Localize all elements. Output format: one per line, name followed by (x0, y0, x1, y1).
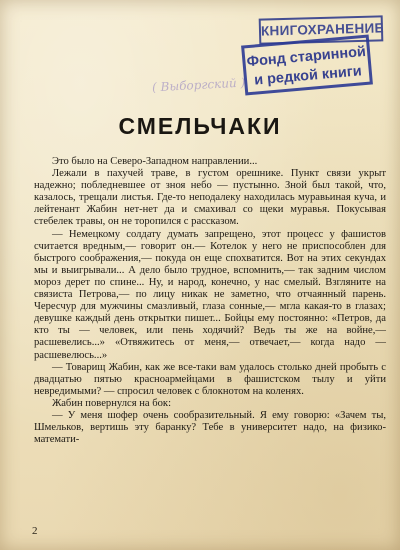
fund-stamp-line-1: Фонд старинной (246, 43, 367, 71)
handwritten-note: ( Выборгский ) (151, 75, 246, 95)
rare-books-fund-stamp (241, 35, 373, 96)
fund-stamp-line-2: и редкой книги (253, 63, 363, 89)
story-title: СМЕЛЬЧАКИ (118, 113, 282, 139)
paragraph: Жабин повернулся на бок: (52, 397, 172, 409)
paragraph: Лежали в пахучей траве, в густом орешнике. Пункт связи укрыт надежно; побледневшее от зноя небо — пустынно. Зной был такой, что, казалось, трещали листья. Где-то неподалеку находилась муравьиная куча, и лейтенант Жабин нет-нет да и смахивал со щеки муравья. Покусывая стебелек травы, он не торопился с рассказом. (34, 168, 386, 228)
storage-stamp: КНИГОХРАНЕНИЕ (259, 15, 384, 44)
page-number: 2 (32, 525, 38, 537)
paragraph: — Товарищ Жабин, как же все-таки вам удалось столько дней пробыть с двадцатью пятью красноармейцами в фашистском тылу и уйти невредимыми? — спросил человек с блокнотом на коленях. (34, 361, 386, 397)
story-text (34, 156, 386, 446)
paragraph: — У меня шофер очень сообразительный. Я ему говорю: «Зачем ты, Шмельков, вертишь эту баранку? Тебе в университет надо, на физико-математи- (34, 409, 386, 446)
paragraph: Это было на Северо-Западном направлении... (52, 156, 258, 167)
paragraph: — Немецкому солдату думать запрещено, этот процесс у фашистов считается вредным,— говорит он.— Котелок у него не приспособлен для быстрого соображения,— покуда он еще спохватится. Вот на этих секундах мы и выигрывали... А дело было трудное, вспомнить,— так задним числом мороз дерет по спине... Ну, и народ, конечно, у нас смелый. Взгляните на связиста Петрова,— по лицу никак не заметно, что отчаянный парень. Чересчур для мужчины смазливый, глаза сонные,— мгла какая-то в глазах; девушке каждый день открытки пишет... Бойцы ему постоянно: «Петров, да кто ты — человек, или пень ходячий? Ведь ты же на войне,— расшевелись...» «Отвяжитесь от меня,— отвечает,— когда надо — расшевелюсь...» (34, 228, 386, 361)
